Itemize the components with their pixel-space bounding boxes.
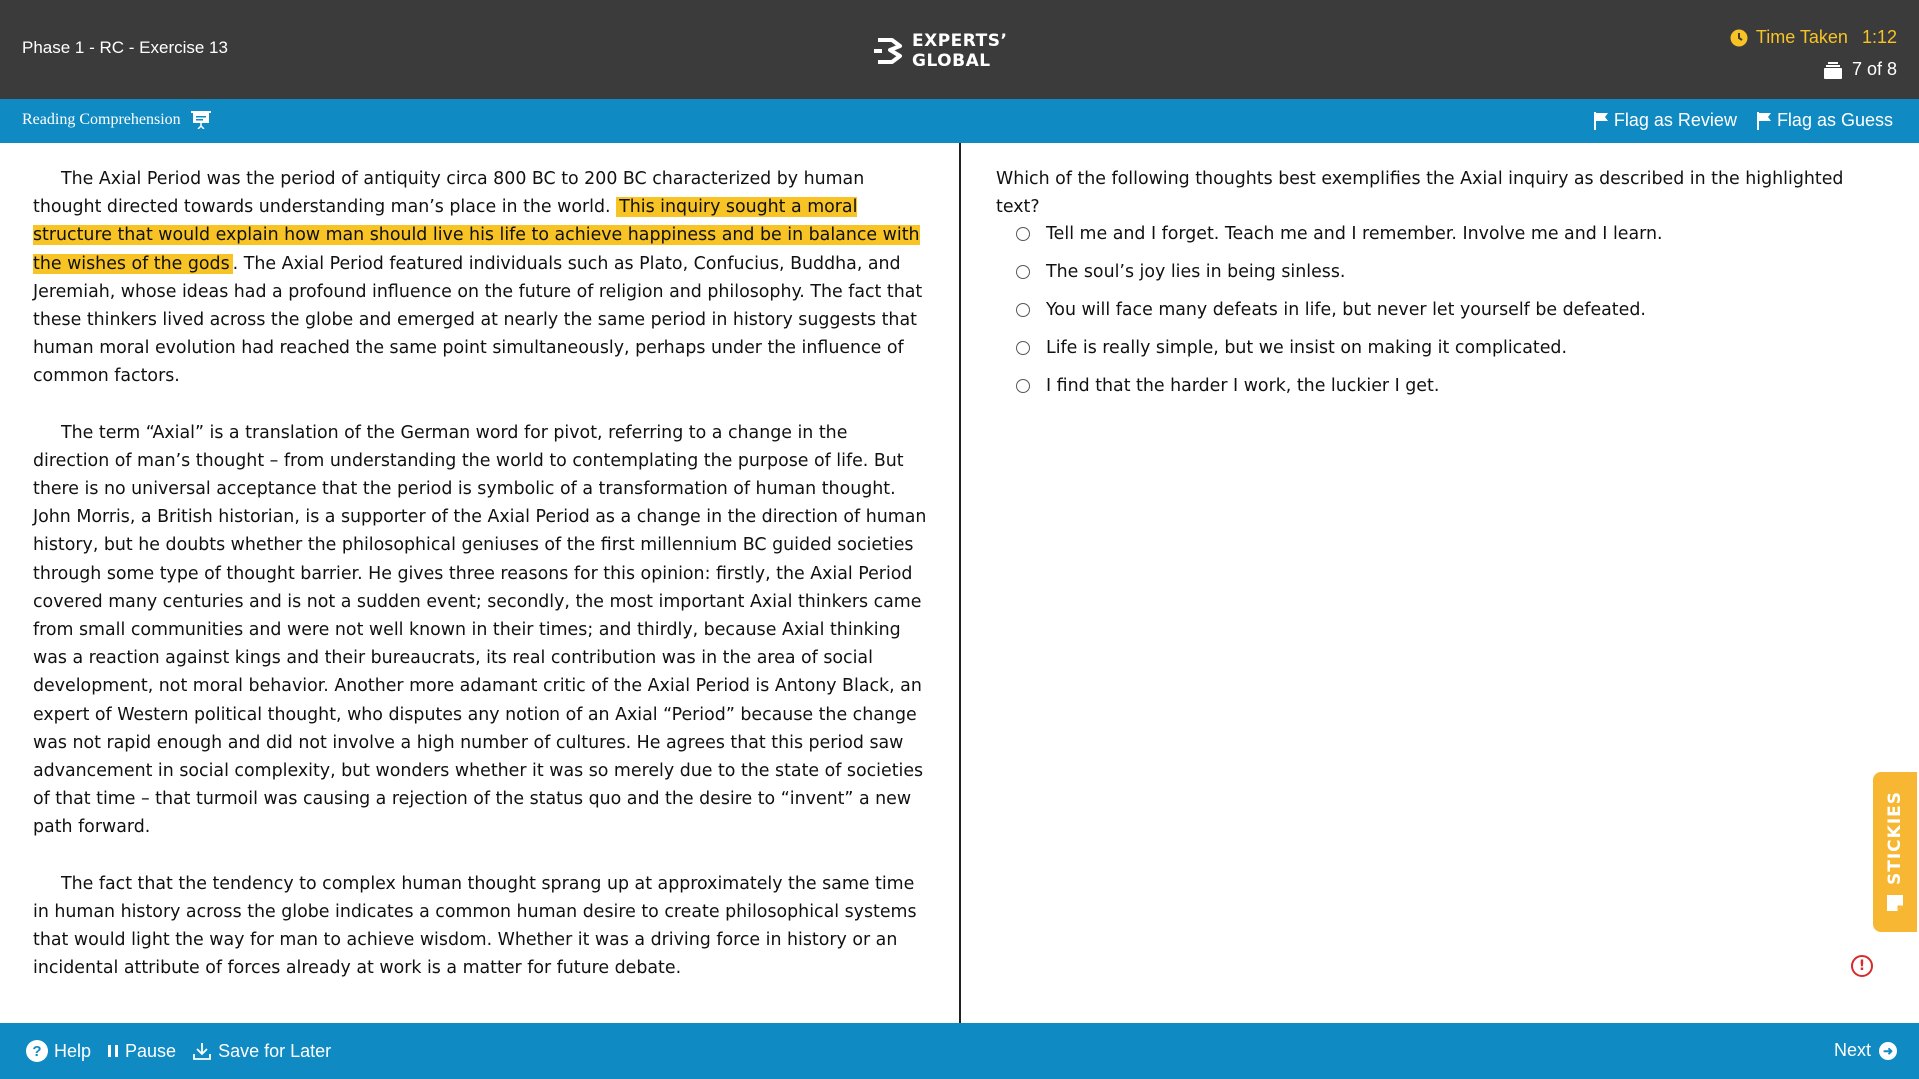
question-progress (1824, 59, 1897, 80)
presentation-icon[interactable] (191, 111, 211, 129)
passage-pane[interactable] (33, 165, 928, 1010)
pause-icon (107, 1044, 119, 1058)
logo (874, 31, 1007, 71)
passage-text: The Axial Period was the period of antiquity circa 800 BC to 200 BC characterized by human thought directed towards understanding man’s place in the world. (33, 169, 865, 218)
flag-icon (1594, 112, 1608, 130)
passage-text: . The Axial Period featured individuals such as Plato, Confucius, Buddha, and Jeremiah, whose ideas had a profound influence on the future of religion and philosophy. The fact that these thinkers lived across the globe and emerged at nearly the same period in history suggests that human moral evolution had reached the same point simultaneously, perhaps under the influence of common factors. (33, 253, 923, 387)
highlighted-text: This inquiry sought a moral structure that would explain how man should live his life to achieve happiness and be in balance with the wishes of the gods (33, 197, 920, 274)
section-indicator (22, 111, 211, 129)
next-label: Next (1833, 1040, 1871, 1060)
pane-divider (959, 143, 961, 1023)
answer-option-a[interactable] (1016, 215, 1663, 253)
download-icon (192, 1041, 212, 1061)
passage-paragraph-2: The term “Axial” is a translation of the German word for pivot, referring to a change in the direction of man’s thought – from understanding the world to contemplating the purpose of life. But there is no universal acceptance that the period is symbolic of a transformation of human thought. John Morris, a British historian, is a supporter of the Axial Period as a change in the direction of human history, but he doubts whether the philosophical geniuses of the first millennium BC guided societies through some type of thought barrier. He gives three reasons for this opinion: firstly, the Axial Period covered many centuries and is not a sudden event; secondly, the most important Axial thinkers came from small communities and were not well known in their times; and thirdly, because Axial thinking was a reaction against kings and their bureaucrats, its real contribution was in the area of social development, not moral behavior. Another more adamant critic of the Axial Period is Antony Black, an expert of Western political thought, who disputes any notion of an Axial “Period” because the change was not rapid enough and did not involve a high number of cultures. He agrees that this period saw advancement in social complexity, but wonders whether it was so merely due to the state of societies of that time – that turmoil was causing a rejection of the status quo and the desire to “invent” a new path forward. (33, 422, 927, 838)
report-error-icon[interactable]: ! (1851, 955, 1873, 977)
bottom-actions (26, 1040, 331, 1062)
bottom-bar (0, 1023, 1919, 1079)
logo-line-2: GLOBAL (912, 51, 991, 71)
flag-guess-button[interactable] (1757, 110, 1893, 131)
save-label: Save for Later (218, 1040, 332, 1061)
help-label: Help (54, 1040, 92, 1061)
help-button[interactable] (26, 1040, 91, 1062)
flag-review-label: Flag as Review (1613, 110, 1737, 130)
answer-option-label: Life is really simple, but we insist on making it complicated. (1046, 338, 1567, 358)
answer-option-label: You will face many defeats in life, but never let yourself be defeated. (1046, 300, 1646, 320)
flag-icon (1757, 112, 1771, 130)
clock-icon (1730, 29, 1748, 47)
stack-icon (1824, 61, 1842, 79)
answer-option-b[interactable] (1016, 253, 1663, 291)
next-button[interactable] (1834, 1040, 1897, 1061)
sticky-note-icon (1885, 893, 1905, 913)
section-label: Reading Comprehension (22, 111, 181, 128)
radio-button[interactable] (1016, 379, 1030, 393)
question-stem: Which of the following thoughts best exemplifies the Axial inquiry as described in the highlighted text? (996, 169, 1844, 217)
arrow-right-icon: ➜ (1879, 1042, 1897, 1060)
time-label: Time Taken (1755, 27, 1848, 47)
passage-paragraph-1 (33, 165, 928, 391)
exam-title: Phase 1 - RC - Exercise 13 (22, 38, 228, 57)
radio-button[interactable] (1016, 303, 1030, 317)
radio-button[interactable] (1016, 265, 1030, 279)
save-for-later-button[interactable] (192, 1041, 331, 1062)
logo-mark-icon (874, 34, 904, 68)
logo-line-1: EXPERTS’ (912, 31, 1008, 51)
answer-options (1016, 215, 1663, 405)
answer-option-d[interactable] (1016, 329, 1663, 367)
radio-button[interactable] (1016, 341, 1030, 355)
top-bar (0, 0, 1919, 99)
timer (1730, 27, 1897, 48)
time-value: 1:12 (1861, 27, 1897, 47)
answer-option-label: The soul’s joy lies in being sinless. (1046, 262, 1346, 282)
answer-option-label: Tell me and I forget. Teach me and I remember. Involve me and I learn. (1046, 224, 1663, 244)
answer-option-label: I find that the harder I work, the luckier I get. (1046, 376, 1440, 396)
stickies-tab[interactable] (1873, 772, 1917, 932)
pause-button[interactable] (107, 1041, 176, 1062)
pause-label: Pause (125, 1040, 177, 1061)
answer-option-c[interactable] (1016, 291, 1663, 329)
flag-controls (1594, 110, 1893, 131)
help-icon: ? (26, 1040, 48, 1062)
flag-review-button[interactable] (1594, 110, 1737, 131)
section-bar (0, 99, 1919, 143)
radio-button[interactable] (1016, 227, 1030, 241)
flag-guess-label: Flag as Guess (1776, 110, 1893, 130)
progress-text: 7 of 8 (1851, 59, 1897, 79)
answer-option-e[interactable] (1016, 367, 1663, 405)
stickies-label: STICKIES (1885, 791, 1905, 885)
passage-paragraph-3: The fact that the tendency to complex human thought sprang up at approximately the same time in human history across the globe indicates a common human desire to create philosophical systems that would light the way for man to achieve wisdom. Whether it was a driving force in history or an incidental attribute of forces already at work is a matter for future debate. (33, 873, 917, 979)
